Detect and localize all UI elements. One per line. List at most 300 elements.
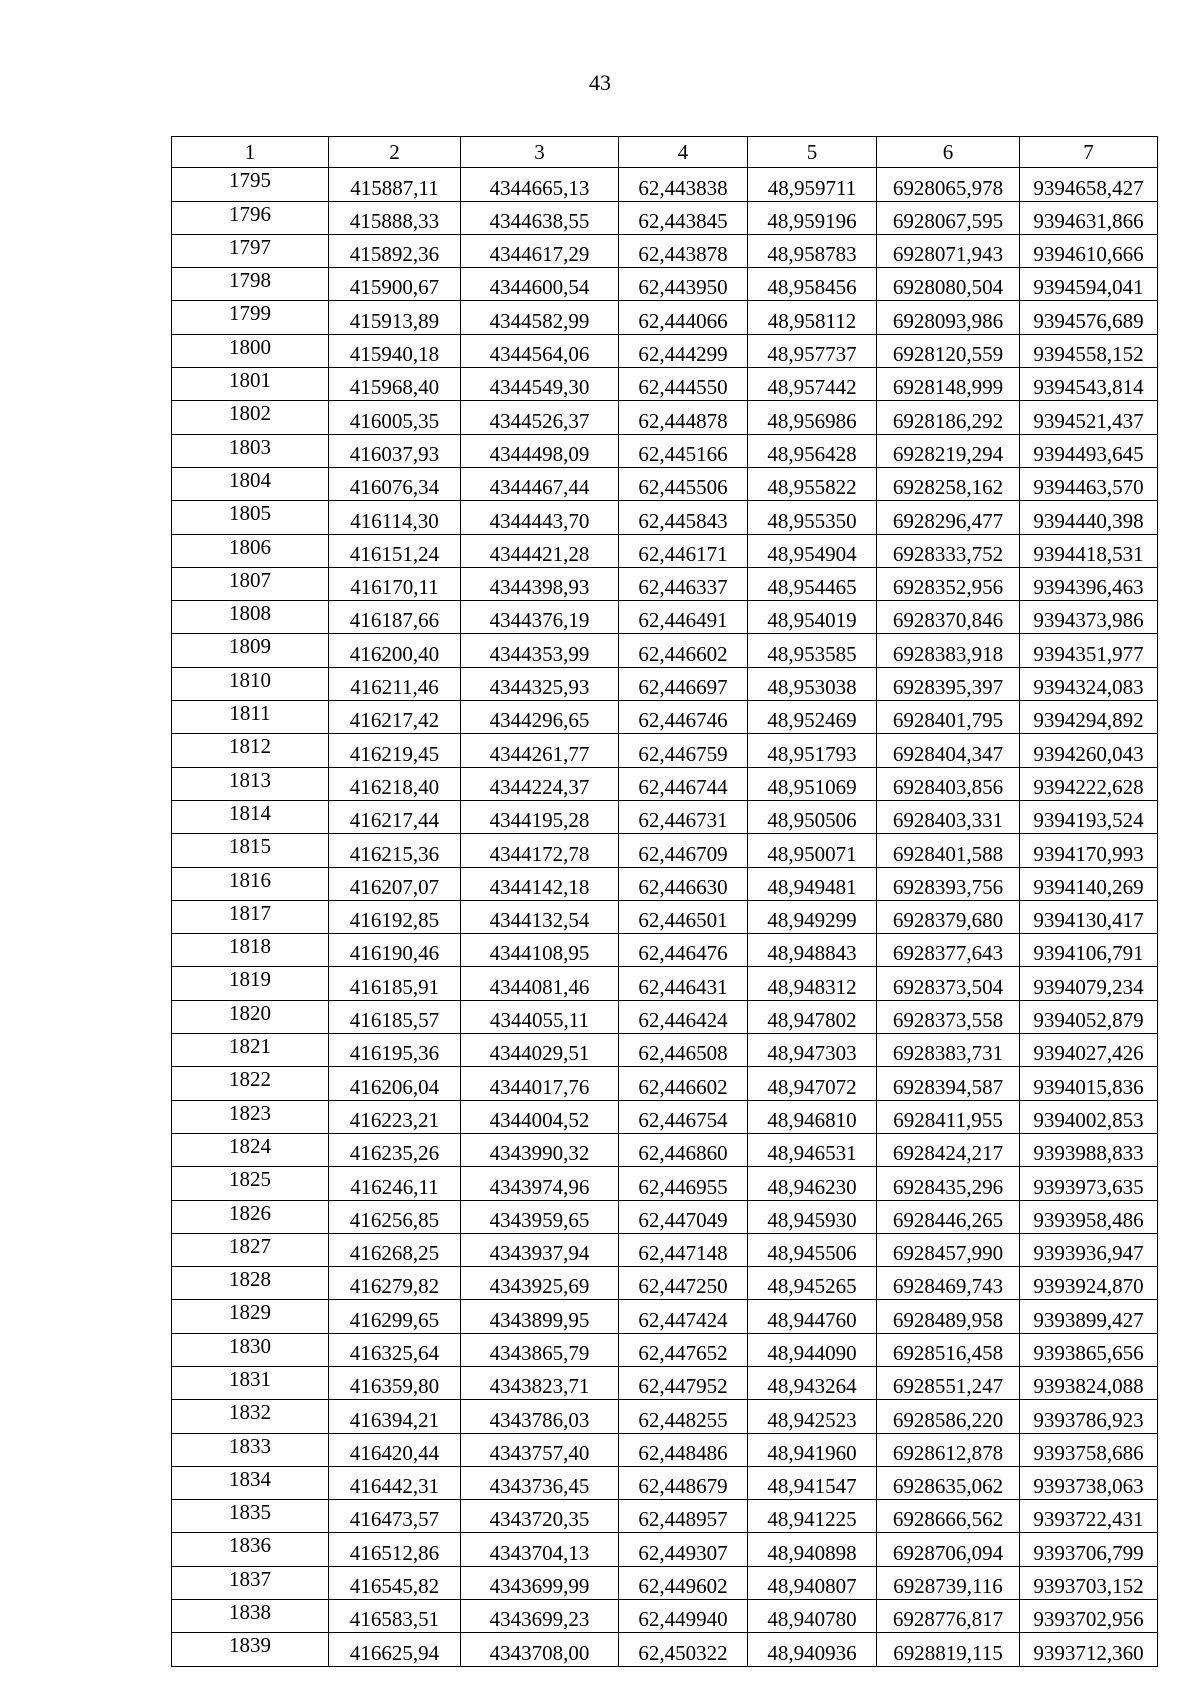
coordinate-cell: 9393936,947	[1020, 1233, 1158, 1266]
coordinate-cell: 6928489,958	[877, 1300, 1020, 1333]
coordinate-cell: 62,443878	[619, 234, 748, 267]
coordinate-cell: 6928401,588	[877, 834, 1020, 867]
point-number-cell: 1839	[172, 1633, 329, 1666]
coordinate-cell: 4343823,71	[461, 1366, 619, 1399]
coordinate-cell: 62,446709	[619, 834, 748, 867]
column-header-2: 2	[329, 137, 461, 168]
coordinate-cell: 62,446491	[619, 601, 748, 634]
coordinate-cell: 9393703,152	[1020, 1566, 1158, 1599]
coordinate-cell: 416442,31	[329, 1466, 461, 1499]
page-number: 43	[589, 70, 611, 95]
coordinate-cell: 9393712,360	[1020, 1633, 1158, 1666]
table-row	[172, 467, 1158, 500]
coordinate-cell: 4343974,96	[461, 1167, 619, 1200]
coordinate-cell: 9393824,088	[1020, 1366, 1158, 1399]
coordinate-cell: 416219,45	[329, 734, 461, 767]
coordinate-cell: 62,447148	[619, 1233, 748, 1266]
coordinate-cell: 48,956986	[748, 401, 877, 434]
coordinate-cell: 6928383,918	[877, 634, 1020, 667]
coordinate-cell: 62,446759	[619, 734, 748, 767]
coordinate-cell: 6928080,504	[877, 268, 1020, 301]
coordinate-cell: 6928586,220	[877, 1400, 1020, 1433]
table-row	[172, 1600, 1158, 1633]
coordinate-cell: 62,446337	[619, 567, 748, 600]
coordinate-cell: 48,940898	[748, 1533, 877, 1566]
point-number-cell: 1820	[172, 1000, 329, 1033]
coordinate-cell: 6928373,504	[877, 967, 1020, 1000]
coordinate-cell: 9394521,437	[1020, 401, 1158, 434]
coordinate-cell: 9394610,666	[1020, 234, 1158, 267]
coordinate-cell: 4344398,93	[461, 567, 619, 600]
coordinate-cell: 48,951069	[748, 767, 877, 800]
coordinate-cell: 9394170,993	[1020, 834, 1158, 867]
table-row	[172, 501, 1158, 534]
coordinate-cell: 62,448486	[619, 1433, 748, 1466]
coordinate-cell: 48,951793	[748, 734, 877, 767]
table-row	[172, 368, 1158, 401]
table-row	[172, 201, 1158, 234]
point-number-cell: 1796	[172, 201, 329, 234]
coordinate-cell: 415888,33	[329, 201, 461, 234]
coordinate-cell: 4343704,13	[461, 1533, 619, 1566]
coordinate-cell: 416394,21	[329, 1400, 461, 1433]
point-number-cell: 1810	[172, 667, 329, 700]
coordinate-cell: 48,956428	[748, 434, 877, 467]
coordinate-cell: 4344132,54	[461, 900, 619, 933]
point-number-cell: 1795	[172, 168, 329, 201]
coordinate-cell: 9393722,431	[1020, 1500, 1158, 1533]
column-header-1: 1	[172, 137, 329, 168]
coordinate-cell: 4344443,70	[461, 501, 619, 534]
coordinate-cell: 6928333,752	[877, 534, 1020, 567]
coordinate-cell: 416192,85	[329, 900, 461, 933]
table-row	[172, 268, 1158, 301]
coordinate-cell: 416583,51	[329, 1600, 461, 1633]
coordinate-cell: 48,945265	[748, 1267, 877, 1300]
coordinate-cell: 9394015,836	[1020, 1067, 1158, 1100]
coordinate-cell: 48,948312	[748, 967, 877, 1000]
coordinate-cell: 9393973,635	[1020, 1167, 1158, 1200]
coordinate-cell: 4344600,54	[461, 268, 619, 301]
coordinate-cell: 48,957442	[748, 368, 877, 401]
coordinate-cell: 48,942523	[748, 1400, 877, 1433]
column-header-5: 5	[748, 137, 877, 168]
table-row	[172, 401, 1158, 434]
coordinate-cell: 9394351,977	[1020, 634, 1158, 667]
coordinate-cell: 4344376,19	[461, 601, 619, 634]
coordinate-cell: 4344195,28	[461, 800, 619, 833]
coordinate-cell: 6928666,562	[877, 1500, 1020, 1533]
table-row	[172, 1433, 1158, 1466]
point-number-cell: 1830	[172, 1333, 329, 1366]
coordinate-cell: 415913,89	[329, 301, 461, 334]
coordinate-cell: 9394373,986	[1020, 601, 1158, 634]
coordinate-cell: 416279,82	[329, 1267, 461, 1300]
coordinate-cell: 416217,42	[329, 701, 461, 734]
coordinate-cell: 4344224,37	[461, 767, 619, 800]
point-number-cell: 1805	[172, 501, 329, 534]
coordinate-cell: 6928258,162	[877, 467, 1020, 500]
coordinate-cell: 9394463,570	[1020, 467, 1158, 500]
table-row	[172, 234, 1158, 267]
coordinate-cell: 9394260,043	[1020, 734, 1158, 767]
coordinate-cell: 6928379,680	[877, 900, 1020, 933]
coordinate-cell: 48,943264	[748, 1366, 877, 1399]
coordinates-table	[171, 136, 1158, 1667]
coordinate-cell: 4344564,06	[461, 334, 619, 367]
coordinate-cell: 4344172,78	[461, 834, 619, 867]
coordinate-cell: 9393865,656	[1020, 1333, 1158, 1366]
point-number-cell: 1800	[172, 334, 329, 367]
coordinate-cell: 6928296,477	[877, 501, 1020, 534]
coordinate-cell: 6928394,587	[877, 1067, 1020, 1100]
coordinate-cell: 9394418,531	[1020, 534, 1158, 567]
table-row	[172, 1533, 1158, 1566]
coordinate-cell: 62,446955	[619, 1167, 748, 1200]
coordinate-cell: 48,944090	[748, 1333, 877, 1366]
table-row	[172, 1034, 1158, 1067]
coordinate-cell: 6928401,795	[877, 701, 1020, 734]
coordinate-cell: 62,443838	[619, 168, 748, 201]
coordinate-cell: 6928067,595	[877, 201, 1020, 234]
table-row	[172, 1267, 1158, 1300]
coordinate-cell: 62,446744	[619, 767, 748, 800]
coordinate-cell: 48,944760	[748, 1300, 877, 1333]
coordinate-cell: 62,447952	[619, 1366, 748, 1399]
coordinate-cell: 6928469,743	[877, 1267, 1020, 1300]
coordinate-cell: 62,446508	[619, 1034, 748, 1067]
coordinate-cell: 4343699,23	[461, 1600, 619, 1633]
table-row	[172, 1067, 1158, 1100]
table-row	[172, 168, 1158, 201]
coordinate-cell: 48,954019	[748, 601, 877, 634]
coordinate-cell: 416325,64	[329, 1333, 461, 1366]
coordinate-cell: 9394631,866	[1020, 201, 1158, 234]
coordinate-cell: 48,945930	[748, 1200, 877, 1233]
point-number-cell: 1832	[172, 1400, 329, 1433]
coordinate-cell: 416473,57	[329, 1500, 461, 1533]
coordinate-cell: 62,446602	[619, 634, 748, 667]
coordinate-cell: 9394558,152	[1020, 334, 1158, 367]
point-number-cell: 1807	[172, 567, 329, 600]
coordinate-cell: 4344665,13	[461, 168, 619, 201]
coordinate-cell: 62,444299	[619, 334, 748, 367]
coordinate-cell: 48,946810	[748, 1100, 877, 1133]
coordinate-cell: 4344108,95	[461, 934, 619, 967]
table-row	[172, 1233, 1158, 1266]
coordinate-cell: 416037,93	[329, 434, 461, 467]
point-number-cell: 1822	[172, 1067, 329, 1100]
coordinate-cell: 4343699,99	[461, 1566, 619, 1599]
table-row	[172, 900, 1158, 933]
point-number-cell: 1801	[172, 368, 329, 401]
coordinate-cell: 416200,40	[329, 634, 461, 667]
column-header-3: 3	[461, 137, 619, 168]
coordinate-cell: 48,954904	[748, 534, 877, 567]
coordinate-cell: 62,446697	[619, 667, 748, 700]
coordinate-cell: 6928370,846	[877, 601, 1020, 634]
point-number-cell: 1818	[172, 934, 329, 967]
coordinate-cell: 62,450322	[619, 1633, 748, 1666]
coordinate-cell: 62,447424	[619, 1300, 748, 1333]
coordinate-cell: 9394106,791	[1020, 934, 1158, 967]
coordinate-cell: 6928352,956	[877, 567, 1020, 600]
coordinate-cell: 9394440,398	[1020, 501, 1158, 534]
coordinate-cell: 416187,66	[329, 601, 461, 634]
coordinate-cell: 4343865,79	[461, 1333, 619, 1366]
coordinate-cell: 48,959711	[748, 168, 877, 201]
coordinate-cell: 48,946230	[748, 1167, 877, 1200]
coordinate-cell: 6928435,296	[877, 1167, 1020, 1200]
column-header-4: 4	[619, 137, 748, 168]
table-row	[172, 1633, 1158, 1666]
coordinate-cell: 4344582,99	[461, 301, 619, 334]
coordinate-cell: 6928403,856	[877, 767, 1020, 800]
point-number-cell: 1806	[172, 534, 329, 567]
coordinate-cell: 48,953038	[748, 667, 877, 700]
coordinate-cell: 9393758,686	[1020, 1433, 1158, 1466]
coordinate-cell: 9394396,463	[1020, 567, 1158, 600]
point-number-cell: 1815	[172, 834, 329, 867]
coordinate-cell: 4344325,93	[461, 667, 619, 700]
coordinate-cell: 6928404,347	[877, 734, 1020, 767]
coordinate-cell: 4344017,76	[461, 1067, 619, 1100]
coordinate-cell: 48,958456	[748, 268, 877, 301]
coordinate-cell: 6928377,643	[877, 934, 1020, 967]
coordinate-cell: 416215,36	[329, 834, 461, 867]
coordinate-cell: 48,941960	[748, 1433, 877, 1466]
coordinate-cell: 9394079,234	[1020, 967, 1158, 1000]
table-header-row	[172, 137, 1158, 168]
table-row	[172, 734, 1158, 767]
coordinate-cell: 48,949299	[748, 900, 877, 933]
coordinate-cell: 6928395,397	[877, 667, 1020, 700]
table-row	[172, 301, 1158, 334]
point-number-cell: 1837	[172, 1566, 329, 1599]
table-row	[172, 1366, 1158, 1399]
column-header-6: 6	[877, 137, 1020, 168]
coordinate-cell: 416420,44	[329, 1433, 461, 1466]
coordinate-cell: 48,947072	[748, 1067, 877, 1100]
column-header-7: 7	[1020, 137, 1158, 168]
table-row	[172, 1000, 1158, 1033]
point-number-cell: 1797	[172, 234, 329, 267]
coordinate-cell: 62,449940	[619, 1600, 748, 1633]
coordinate-cell: 4344526,37	[461, 401, 619, 434]
table-row	[172, 1200, 1158, 1233]
point-number-cell: 1821	[172, 1034, 329, 1067]
coordinate-cell: 48,948843	[748, 934, 877, 967]
point-number-cell: 1836	[172, 1533, 329, 1566]
coordinate-cell: 62,443845	[619, 201, 748, 234]
coordinate-cell: 6928411,955	[877, 1100, 1020, 1133]
coordinate-cell: 6928635,062	[877, 1466, 1020, 1499]
table-row	[172, 867, 1158, 900]
table-row	[172, 667, 1158, 700]
coordinate-cell: 9393706,799	[1020, 1533, 1158, 1566]
table-row	[172, 1333, 1158, 1366]
table-row	[172, 701, 1158, 734]
point-number-cell: 1824	[172, 1133, 329, 1166]
coordinate-cell: 4343990,32	[461, 1133, 619, 1166]
point-number-cell: 1803	[172, 434, 329, 467]
coordinate-cell: 62,448255	[619, 1400, 748, 1433]
coordinate-cell: 416217,44	[329, 800, 461, 833]
point-number-cell: 1835	[172, 1500, 329, 1533]
point-number-cell: 1828	[172, 1267, 329, 1300]
coordinate-cell: 416223,21	[329, 1100, 461, 1133]
coordinate-cell: 6928186,292	[877, 401, 1020, 434]
coordinate-cell: 48,947802	[748, 1000, 877, 1033]
coordinate-cell: 4344353,99	[461, 634, 619, 667]
table-row	[172, 1133, 1158, 1166]
table-row	[172, 1300, 1158, 1333]
coordinate-cell: 9394658,427	[1020, 168, 1158, 201]
coordinate-cell: 416206,04	[329, 1067, 461, 1100]
table-row	[172, 1400, 1158, 1433]
coordinate-cell: 4344142,18	[461, 867, 619, 900]
coordinate-cell: 62,449602	[619, 1566, 748, 1599]
coordinate-cell: 6928071,943	[877, 234, 1020, 267]
coordinate-cell: 6928373,558	[877, 1000, 1020, 1033]
coordinate-cell: 416218,40	[329, 767, 461, 800]
coordinate-cell: 9393702,956	[1020, 1600, 1158, 1633]
coordinate-cell: 6928776,817	[877, 1600, 1020, 1633]
coordinate-cell: 4344004,52	[461, 1100, 619, 1133]
coordinate-cell: 416151,24	[329, 534, 461, 567]
coordinate-cell: 6928446,265	[877, 1200, 1020, 1233]
coordinate-cell: 62,447049	[619, 1200, 748, 1233]
coordinate-cell: 62,443950	[619, 268, 748, 301]
point-number-cell: 1808	[172, 601, 329, 634]
point-number-cell: 1814	[172, 800, 329, 833]
coordinate-cell: 9394294,892	[1020, 701, 1158, 734]
coordinate-cell: 48,941547	[748, 1466, 877, 1499]
coordinate-cell: 415968,40	[329, 368, 461, 401]
coordinate-cell: 4343937,94	[461, 1233, 619, 1266]
coordinate-cell: 416114,30	[329, 501, 461, 534]
table-row	[172, 1167, 1158, 1200]
coordinate-cell: 415887,11	[329, 168, 461, 201]
coordinate-cell: 9394052,879	[1020, 1000, 1158, 1033]
point-number-cell: 1838	[172, 1600, 329, 1633]
coordinate-cell: 9394027,426	[1020, 1034, 1158, 1067]
coordinate-cell: 62,446424	[619, 1000, 748, 1033]
coordinate-cell: 9394193,524	[1020, 800, 1158, 833]
point-number-cell: 1811	[172, 701, 329, 734]
coordinate-cell: 6928148,999	[877, 368, 1020, 401]
coordinate-cell: 4344467,44	[461, 467, 619, 500]
coordinate-cell: 48,958783	[748, 234, 877, 267]
point-number-cell: 1798	[172, 268, 329, 301]
coordinate-cell: 62,449307	[619, 1533, 748, 1566]
coordinate-cell: 416207,07	[329, 867, 461, 900]
coordinate-cell: 48,958112	[748, 301, 877, 334]
coordinate-cell: 416195,36	[329, 1034, 461, 1067]
coordinate-cell: 6928403,331	[877, 800, 1020, 833]
coordinate-cell: 62,444066	[619, 301, 748, 334]
coordinate-cell: 4343720,35	[461, 1500, 619, 1533]
coordinate-cell: 48,953585	[748, 634, 877, 667]
coordinate-cell: 416170,11	[329, 567, 461, 600]
table-row	[172, 800, 1158, 833]
coordinate-cell: 4343757,40	[461, 1433, 619, 1466]
point-number-cell: 1809	[172, 634, 329, 667]
coordinate-cell: 415940,18	[329, 334, 461, 367]
coordinate-cell: 62,448957	[619, 1500, 748, 1533]
coordinate-cell: 416359,80	[329, 1366, 461, 1399]
coordinate-cell: 4344638,55	[461, 201, 619, 234]
coordinate-cell: 6928551,247	[877, 1366, 1020, 1399]
coordinate-cell: 416190,46	[329, 934, 461, 967]
point-number-cell: 1817	[172, 900, 329, 933]
coordinate-cell: 416005,35	[329, 401, 461, 434]
coordinate-cell: 416235,26	[329, 1133, 461, 1166]
coordinate-cell: 6928706,094	[877, 1533, 1020, 1566]
coordinate-cell: 62,446501	[619, 900, 748, 933]
table-row	[172, 634, 1158, 667]
coordinate-cell: 9393924,870	[1020, 1267, 1158, 1300]
table-row	[172, 1466, 1158, 1499]
coordinate-cell: 62,444878	[619, 401, 748, 434]
coordinate-cell: 6928424,217	[877, 1133, 1020, 1166]
coordinate-cell: 48,940780	[748, 1600, 877, 1633]
table-row	[172, 967, 1158, 1000]
point-number-cell: 1816	[172, 867, 329, 900]
table-row	[172, 334, 1158, 367]
coordinate-cell: 6928819,115	[877, 1633, 1020, 1666]
point-number-cell: 1802	[172, 401, 329, 434]
coordinate-cell: 6928739,116	[877, 1566, 1020, 1599]
coordinate-cell: 62,447250	[619, 1267, 748, 1300]
coordinate-cell: 4343925,69	[461, 1267, 619, 1300]
coordinate-cell: 6928093,986	[877, 301, 1020, 334]
table-body	[172, 168, 1158, 1666]
coordinate-cell: 6928457,990	[877, 1233, 1020, 1266]
coordinate-cell: 4344498,09	[461, 434, 619, 467]
coordinate-cell: 6928516,458	[877, 1333, 1020, 1366]
point-number-cell: 1826	[172, 1200, 329, 1233]
coordinate-cell: 62,446171	[619, 534, 748, 567]
coordinate-cell: 48,940807	[748, 1566, 877, 1599]
table-row	[172, 1500, 1158, 1533]
table-row	[172, 1566, 1158, 1599]
coordinate-cell: 62,445166	[619, 434, 748, 467]
coordinate-cell: 415892,36	[329, 234, 461, 267]
table-row	[172, 834, 1158, 867]
coordinate-cell: 62,445843	[619, 501, 748, 534]
point-number-cell: 1819	[172, 967, 329, 1000]
point-number-cell: 1813	[172, 767, 329, 800]
coordinate-cell: 416256,85	[329, 1200, 461, 1233]
coordinate-cell: 4344549,30	[461, 368, 619, 401]
point-number-cell: 1812	[172, 734, 329, 767]
coordinate-cell: 62,447652	[619, 1333, 748, 1366]
coordinate-cell: 9393786,923	[1020, 1400, 1158, 1433]
coordinate-cell: 9394576,689	[1020, 301, 1158, 334]
coordinate-cell: 9394140,269	[1020, 867, 1158, 900]
point-number-cell: 1831	[172, 1366, 329, 1399]
coordinate-cell: 9393988,833	[1020, 1133, 1158, 1166]
coordinate-cell: 9394594,041	[1020, 268, 1158, 301]
point-number-cell: 1829	[172, 1300, 329, 1333]
coordinate-cell: 48,955350	[748, 501, 877, 534]
coordinate-cell: 4343786,03	[461, 1400, 619, 1433]
coordinate-cell: 62,446731	[619, 800, 748, 833]
coordinate-cell: 62,445506	[619, 467, 748, 500]
coordinate-cell: 9394130,417	[1020, 900, 1158, 933]
coordinate-cell: 4344261,77	[461, 734, 619, 767]
